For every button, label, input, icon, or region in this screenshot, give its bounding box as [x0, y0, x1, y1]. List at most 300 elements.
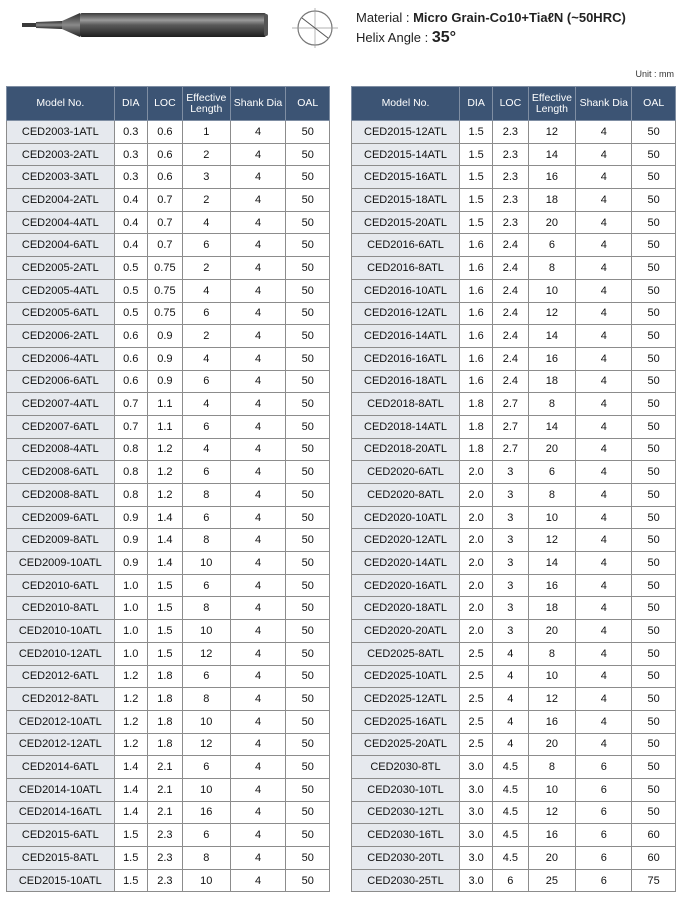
- shank-dia-cell: 6: [576, 847, 632, 870]
- loc-cell: 1.1: [147, 393, 182, 416]
- effective-length-cell: 12: [528, 529, 576, 552]
- dia-cell: 1.4: [114, 801, 147, 824]
- dia-cell: 2.0: [460, 529, 493, 552]
- flute-profile-diagram: [290, 6, 340, 50]
- oal-cell: 50: [286, 552, 330, 575]
- loc-cell: 2.3: [493, 121, 528, 144]
- dia-cell: 2.0: [460, 597, 493, 620]
- oal-cell: 50: [632, 484, 676, 507]
- shank-dia-cell: 4: [230, 484, 286, 507]
- loc-cell: 6: [493, 869, 528, 892]
- effective-length-cell: 16: [528, 347, 576, 370]
- shank-dia-cell: 4: [230, 733, 286, 756]
- oal-cell: 50: [286, 506, 330, 529]
- model-cell: CED2016-16ATL: [352, 347, 460, 370]
- loc-cell: 1.2: [147, 461, 182, 484]
- loc-cell: 2.3: [147, 824, 182, 847]
- header-dia: DIA: [114, 87, 147, 121]
- oal-cell: 50: [286, 370, 330, 393]
- loc-cell: 4.5: [493, 778, 528, 801]
- header-model: Model No.: [7, 87, 115, 121]
- model-cell: CED2012-8ATL: [7, 688, 115, 711]
- shank-dia-cell: 4: [576, 347, 632, 370]
- oal-cell: 50: [632, 302, 676, 325]
- model-cell: CED2020-8ATL: [352, 484, 460, 507]
- dia-cell: 2.0: [460, 484, 493, 507]
- oal-cell: 50: [286, 257, 330, 280]
- effective-length-cell: 20: [528, 438, 576, 461]
- table-row: [352, 529, 676, 552]
- oal-cell: 50: [632, 620, 676, 643]
- model-cell: CED2030-25TL: [352, 869, 460, 892]
- effective-length-cell: 6: [182, 415, 230, 438]
- table-row: [7, 393, 330, 416]
- loc-cell: 1.8: [147, 665, 182, 688]
- dia-cell: 0.9: [114, 552, 147, 575]
- dia-cell: 0.3: [114, 121, 147, 144]
- oal-cell: 50: [286, 347, 330, 370]
- dia-cell: 2.0: [460, 574, 493, 597]
- shank-dia-cell: 4: [576, 574, 632, 597]
- dia-cell: 0.4: [114, 189, 147, 212]
- oal-cell: 50: [286, 121, 330, 144]
- oal-cell: 50: [286, 279, 330, 302]
- table-row: [352, 189, 676, 212]
- loc-cell: 1.5: [147, 574, 182, 597]
- dia-cell: 0.6: [114, 347, 147, 370]
- shank-dia-cell: 4: [230, 347, 286, 370]
- shank-dia-cell: 4: [576, 688, 632, 711]
- oal-cell: 50: [632, 574, 676, 597]
- loc-cell: 0.75: [147, 279, 182, 302]
- loc-cell: 1.1: [147, 415, 182, 438]
- dia-cell: 2.0: [460, 461, 493, 484]
- table-row: [7, 665, 330, 688]
- dia-cell: 1.0: [114, 574, 147, 597]
- shank-dia-cell: 4: [230, 279, 286, 302]
- dia-cell: 3.0: [460, 824, 493, 847]
- model-cell: CED2012-12ATL: [7, 733, 115, 756]
- dia-cell: 1.5: [460, 189, 493, 212]
- dia-cell: 0.6: [114, 325, 147, 348]
- model-cell: CED2012-6ATL: [7, 665, 115, 688]
- loc-cell: 1.8: [147, 710, 182, 733]
- dia-cell: 0.8: [114, 438, 147, 461]
- loc-cell: 4: [493, 642, 528, 665]
- effective-length-cell: 12: [528, 688, 576, 711]
- loc-cell: 2.4: [493, 279, 528, 302]
- dia-cell: 2.5: [460, 665, 493, 688]
- shank-dia-cell: 6: [576, 801, 632, 824]
- model-cell: CED2007-4ATL: [7, 393, 115, 416]
- dia-cell: 1.8: [460, 393, 493, 416]
- loc-cell: 2.4: [493, 347, 528, 370]
- effective-length-cell: 10: [528, 279, 576, 302]
- shank-dia-cell: 4: [576, 438, 632, 461]
- table-header-row: [7, 87, 330, 121]
- model-cell: CED2008-8ATL: [7, 484, 115, 507]
- effective-length-cell: 20: [528, 733, 576, 756]
- table-row: [352, 370, 676, 393]
- dia-cell: 0.5: [114, 257, 147, 280]
- model-cell: CED2015-6ATL: [7, 824, 115, 847]
- effective-length-cell: 16: [528, 574, 576, 597]
- effective-length-cell: 12: [528, 121, 576, 144]
- loc-cell: 2.3: [147, 869, 182, 892]
- header-shank-dia: Shank Dia: [576, 87, 632, 121]
- table-row: [7, 869, 330, 892]
- oal-cell: 50: [286, 597, 330, 620]
- table-row: [352, 166, 676, 189]
- shank-dia-cell: 4: [230, 710, 286, 733]
- oal-cell: 50: [632, 665, 676, 688]
- oal-cell: 50: [286, 461, 330, 484]
- model-cell: CED2015-8ATL: [7, 847, 115, 870]
- model-cell: CED2020-14ATL: [352, 552, 460, 575]
- model-cell: CED2025-16ATL: [352, 710, 460, 733]
- table-row: [7, 574, 330, 597]
- table-row: [352, 438, 676, 461]
- oal-cell: 50: [286, 529, 330, 552]
- model-cell: CED2030-8TL: [352, 756, 460, 779]
- model-cell: CED2015-10ATL: [7, 869, 115, 892]
- effective-length-cell: 8: [528, 257, 576, 280]
- shank-dia-cell: 4: [576, 166, 632, 189]
- effective-length-cell: 10: [182, 552, 230, 575]
- effective-length-cell: 6: [182, 665, 230, 688]
- shank-dia-cell: 4: [230, 620, 286, 643]
- oal-cell: 50: [632, 415, 676, 438]
- shank-dia-cell: 4: [576, 733, 632, 756]
- oal-cell: 50: [286, 824, 330, 847]
- shank-dia-cell: 4: [230, 552, 286, 575]
- effective-length-cell: 18: [528, 597, 576, 620]
- model-cell: CED2004-6ATL: [7, 234, 115, 257]
- loc-cell: 1.4: [147, 552, 182, 575]
- model-cell: CED2014-6ATL: [7, 756, 115, 779]
- loc-cell: 1.4: [147, 529, 182, 552]
- shank-dia-cell: 4: [576, 279, 632, 302]
- effective-length-cell: 6: [528, 461, 576, 484]
- effective-length-cell: 10: [528, 665, 576, 688]
- shank-dia-cell: 4: [230, 143, 286, 166]
- dia-cell: 3.0: [460, 847, 493, 870]
- loc-cell: 2.4: [493, 325, 528, 348]
- effective-length-cell: 3: [182, 166, 230, 189]
- loc-cell: 2.7: [493, 393, 528, 416]
- dia-cell: 3.0: [460, 778, 493, 801]
- effective-length-cell: 2: [182, 189, 230, 212]
- effective-length-cell: 10: [528, 778, 576, 801]
- oal-cell: 50: [632, 529, 676, 552]
- dia-cell: 1.2: [114, 688, 147, 711]
- model-cell: CED2010-6ATL: [7, 574, 115, 597]
- model-cell: CED2009-10ATL: [7, 552, 115, 575]
- loc-cell: 1.2: [147, 484, 182, 507]
- shank-dia-cell: 4: [230, 121, 286, 144]
- shank-dia-cell: 4: [230, 847, 286, 870]
- table-row: [352, 824, 676, 847]
- product-header: [0, 0, 682, 80]
- table-row: [7, 279, 330, 302]
- dia-cell: 1.2: [114, 710, 147, 733]
- shank-dia-cell: 4: [230, 302, 286, 325]
- effective-length-cell: 6: [182, 574, 230, 597]
- table-row: [7, 484, 330, 507]
- loc-cell: 4: [493, 733, 528, 756]
- loc-cell: 1.2: [147, 438, 182, 461]
- table-row: [7, 189, 330, 212]
- table-row: [7, 688, 330, 711]
- model-cell: CED2016-10ATL: [352, 279, 460, 302]
- table-row: [352, 461, 676, 484]
- loc-cell: 0.7: [147, 211, 182, 234]
- loc-cell: 2.4: [493, 234, 528, 257]
- model-cell: CED2030-10TL: [352, 778, 460, 801]
- model-cell: CED2008-6ATL: [7, 461, 115, 484]
- table-row: [7, 461, 330, 484]
- effective-length-cell: 8: [182, 597, 230, 620]
- dia-cell: 0.8: [114, 461, 147, 484]
- table-row: [7, 121, 330, 144]
- shank-dia-cell: 4: [230, 461, 286, 484]
- dia-cell: 1.5: [114, 847, 147, 870]
- table-row: [352, 211, 676, 234]
- table-row: [352, 778, 676, 801]
- oal-cell: 50: [632, 279, 676, 302]
- material-value: Micro Grain-Co10+TiaℓN (~50HRC): [413, 10, 626, 25]
- dia-cell: 0.9: [114, 506, 147, 529]
- dia-cell: 2.5: [460, 688, 493, 711]
- shank-dia-cell: 4: [576, 506, 632, 529]
- shank-dia-cell: 4: [230, 824, 286, 847]
- model-cell: CED2007-6ATL: [7, 415, 115, 438]
- effective-length-cell: 2: [182, 325, 230, 348]
- oal-cell: 50: [632, 393, 676, 416]
- table-row: [352, 347, 676, 370]
- effective-length-cell: 6: [182, 824, 230, 847]
- table-row: [352, 279, 676, 302]
- loc-cell: 2.3: [493, 189, 528, 212]
- model-cell: CED2009-8ATL: [7, 529, 115, 552]
- effective-length-cell: 10: [182, 620, 230, 643]
- table-row: [352, 597, 676, 620]
- shank-dia-cell: 4: [576, 189, 632, 212]
- shank-dia-cell: 4: [230, 756, 286, 779]
- loc-cell: 0.7: [147, 234, 182, 257]
- loc-cell: 3: [493, 574, 528, 597]
- shank-dia-cell: 4: [576, 257, 632, 280]
- table-row: [352, 325, 676, 348]
- spec-block: [356, 8, 626, 48]
- effective-length-cell: 2: [182, 257, 230, 280]
- model-cell: CED2030-16TL: [352, 824, 460, 847]
- effective-length-cell: 6: [528, 234, 576, 257]
- effective-length-cell: 6: [182, 302, 230, 325]
- shank-dia-cell: 4: [576, 370, 632, 393]
- loc-cell: 1.5: [147, 642, 182, 665]
- effective-length-cell: 8: [182, 688, 230, 711]
- dia-cell: 0.4: [114, 211, 147, 234]
- header-effective-length: Effective Length: [528, 87, 576, 121]
- effective-length-cell: 6: [182, 370, 230, 393]
- shank-dia-cell: 4: [576, 325, 632, 348]
- loc-cell: 4: [493, 710, 528, 733]
- spec-table-right: [351, 86, 676, 892]
- dia-cell: 2.0: [460, 620, 493, 643]
- loc-cell: 0.9: [147, 325, 182, 348]
- model-cell: CED2020-18ATL: [352, 597, 460, 620]
- effective-length-cell: 4: [182, 279, 230, 302]
- dia-cell: 1.6: [460, 234, 493, 257]
- loc-cell: 3: [493, 620, 528, 643]
- effective-length-cell: 8: [528, 484, 576, 507]
- oal-cell: 50: [632, 801, 676, 824]
- loc-cell: 0.75: [147, 302, 182, 325]
- loc-cell: 1.8: [147, 733, 182, 756]
- dia-cell: 3.0: [460, 801, 493, 824]
- oal-cell: 50: [632, 143, 676, 166]
- model-cell: CED2005-6ATL: [7, 302, 115, 325]
- dia-cell: 0.9: [114, 529, 147, 552]
- shank-dia-cell: 4: [230, 211, 286, 234]
- model-cell: CED2020-16ATL: [352, 574, 460, 597]
- model-cell: CED2015-20ATL: [352, 211, 460, 234]
- oal-cell: 50: [286, 484, 330, 507]
- loc-cell: 0.9: [147, 370, 182, 393]
- loc-cell: 1.4: [147, 506, 182, 529]
- table-row: [7, 325, 330, 348]
- shank-dia-cell: 4: [576, 415, 632, 438]
- oal-cell: 50: [286, 574, 330, 597]
- dia-cell: 1.6: [460, 257, 493, 280]
- oal-cell: 50: [632, 166, 676, 189]
- effective-length-cell: 16: [528, 824, 576, 847]
- shank-dia-cell: 6: [576, 756, 632, 779]
- effective-length-cell: 20: [528, 211, 576, 234]
- model-cell: CED2016-8ATL: [352, 257, 460, 280]
- effective-length-cell: 20: [528, 847, 576, 870]
- table-row: [7, 801, 330, 824]
- loc-cell: 0.6: [147, 121, 182, 144]
- effective-length-cell: 16: [528, 166, 576, 189]
- effective-length-cell: 8: [528, 642, 576, 665]
- model-cell: CED2015-12ATL: [352, 121, 460, 144]
- helix-line: [356, 28, 626, 48]
- loc-cell: 2.4: [493, 370, 528, 393]
- dia-cell: 0.3: [114, 143, 147, 166]
- effective-length-cell: 14: [528, 415, 576, 438]
- table-row: [352, 302, 676, 325]
- dia-cell: 0.4: [114, 234, 147, 257]
- model-cell: CED2016-12ATL: [352, 302, 460, 325]
- loc-cell: 4.5: [493, 801, 528, 824]
- loc-cell: 4.5: [493, 824, 528, 847]
- model-cell: CED2006-4ATL: [7, 347, 115, 370]
- model-cell: CED2025-10ATL: [352, 665, 460, 688]
- dia-cell: 1.8: [460, 415, 493, 438]
- shank-dia-cell: 4: [576, 597, 632, 620]
- table-row: [7, 733, 330, 756]
- loc-cell: 3: [493, 597, 528, 620]
- loc-cell: 2.4: [493, 257, 528, 280]
- shank-dia-cell: 4: [230, 529, 286, 552]
- table-row: [352, 393, 676, 416]
- oal-cell: 50: [286, 778, 330, 801]
- shank-dia-cell: 4: [230, 642, 286, 665]
- model-cell: CED2009-6ATL: [7, 506, 115, 529]
- model-cell: CED2010-12ATL: [7, 642, 115, 665]
- oal-cell: 60: [632, 824, 676, 847]
- dia-cell: 0.5: [114, 302, 147, 325]
- model-cell: CED2010-8ATL: [7, 597, 115, 620]
- oal-cell: 50: [632, 325, 676, 348]
- table-row: [7, 143, 330, 166]
- spec-table-left: [6, 86, 330, 892]
- table-row: [352, 143, 676, 166]
- shank-dia-cell: 4: [576, 143, 632, 166]
- loc-cell: 3: [493, 484, 528, 507]
- model-cell: CED2018-14ATL: [352, 415, 460, 438]
- oal-cell: 50: [632, 778, 676, 801]
- loc-cell: 4.5: [493, 847, 528, 870]
- dia-cell: 2.5: [460, 642, 493, 665]
- model-cell: CED2015-16ATL: [352, 166, 460, 189]
- oal-cell: 50: [632, 438, 676, 461]
- model-cell: CED2016-6ATL: [352, 234, 460, 257]
- table-row: [7, 824, 330, 847]
- model-cell: CED2003-3ATL: [7, 166, 115, 189]
- shank-dia-cell: 4: [576, 642, 632, 665]
- oal-cell: 50: [632, 370, 676, 393]
- shank-dia-cell: 4: [576, 710, 632, 733]
- table-row: [352, 552, 676, 575]
- model-cell: CED2003-1ATL: [7, 121, 115, 144]
- shank-dia-cell: 4: [230, 869, 286, 892]
- dia-cell: 1.2: [114, 665, 147, 688]
- shank-dia-cell: 4: [230, 166, 286, 189]
- dia-cell: 1.6: [460, 325, 493, 348]
- loc-cell: 2.7: [493, 438, 528, 461]
- table-row: [352, 756, 676, 779]
- effective-length-cell: 8: [528, 393, 576, 416]
- oal-cell: 50: [286, 756, 330, 779]
- oal-cell: 50: [632, 461, 676, 484]
- helix-angle-value: 35°: [431, 29, 457, 46]
- loc-cell: 0.9: [147, 347, 182, 370]
- oal-cell: 50: [286, 166, 330, 189]
- shank-dia-cell: 4: [230, 415, 286, 438]
- header-oal: OAL: [632, 87, 676, 121]
- effective-length-cell: 12: [182, 733, 230, 756]
- model-cell: CED2014-10ATL: [7, 778, 115, 801]
- model-cell: CED2018-20ATL: [352, 438, 460, 461]
- model-cell: CED2003-2ATL: [7, 143, 115, 166]
- table-row: [7, 302, 330, 325]
- dia-cell: 0.5: [114, 279, 147, 302]
- dia-cell: 1.6: [460, 279, 493, 302]
- oal-cell: 50: [286, 211, 330, 234]
- model-cell: CED2006-6ATL: [7, 370, 115, 393]
- table-row: [352, 688, 676, 711]
- dia-cell: 3.0: [460, 756, 493, 779]
- dia-cell: 1.6: [460, 302, 493, 325]
- loc-cell: 3: [493, 529, 528, 552]
- shank-dia-cell: 4: [576, 302, 632, 325]
- effective-length-cell: 4: [182, 393, 230, 416]
- shank-dia-cell: 4: [576, 620, 632, 643]
- model-cell: CED2010-10ATL: [7, 620, 115, 643]
